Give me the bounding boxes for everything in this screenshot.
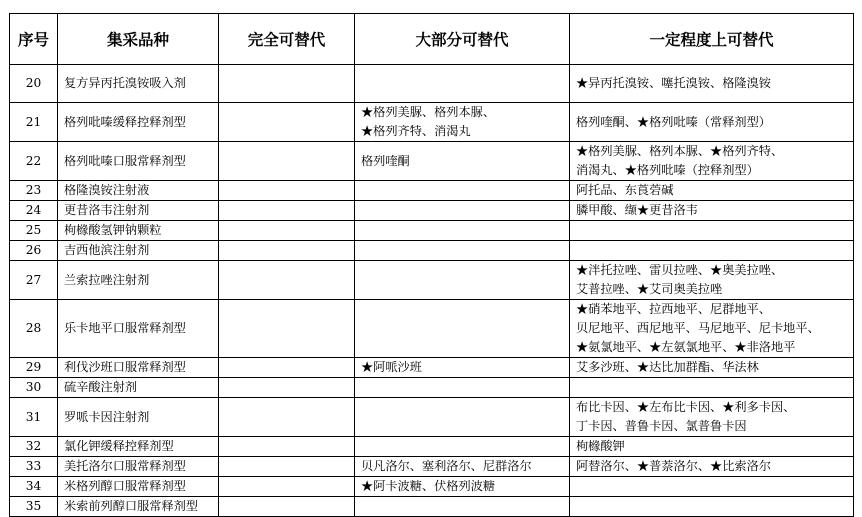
header-partial-substitute: 一定程度上可替代 <box>570 14 854 65</box>
table-row <box>10 477 854 497</box>
full-substitute-cell <box>219 378 355 398</box>
row-number: 24 <box>10 201 58 221</box>
drug-name: 美托洛尔口服常释剂型 <box>58 457 219 477</box>
cell-line: ★氨氯地平、★左氨氯地平、★非洛地平 <box>576 340 796 354</box>
table-row <box>10 103 854 142</box>
partial-substitute-cell <box>570 378 854 398</box>
drug-name: 复方异丙托溴铵吸入剂 <box>58 65 219 103</box>
most-substitute-cell <box>355 65 570 103</box>
cell-line: 格列喹酮、★格列吡嗪（常释剂型） <box>576 114 771 129</box>
most-substitute-cell <box>355 221 570 241</box>
partial-substitute-cell <box>570 65 854 103</box>
most-substitute-cell <box>355 103 570 142</box>
table-body <box>10 65 854 517</box>
cell-line: 丁卡因、普鲁卡因、氯普鲁卡因 <box>576 419 747 433</box>
table-row <box>10 358 854 378</box>
drug-name: 米格列醇口服常释剂型 <box>58 477 219 497</box>
partial-substitute-cell <box>570 300 854 358</box>
full-substitute-cell <box>219 358 355 378</box>
full-substitute-cell <box>219 261 355 300</box>
header-seq: 序号 <box>10 14 58 65</box>
drug-name: 乐卡地平口服常释剂型 <box>58 300 219 358</box>
partial-substitute-cell <box>570 201 854 221</box>
row-number: 23 <box>10 181 58 201</box>
partial-substitute-cell <box>570 437 854 457</box>
row-number: 25 <box>10 221 58 241</box>
header-drug: 集采品种 <box>58 14 219 65</box>
header-full-substitute: 完全可替代 <box>219 14 355 65</box>
row-number: 34 <box>10 477 58 497</box>
table-row <box>10 142 854 181</box>
cell-line: 格列喹酮 <box>361 153 410 168</box>
drug-name: 米索前列醇口服常释剂型 <box>58 497 219 517</box>
cell-line: 布比卡因、★左布比卡因、★利多卡因、 <box>576 400 796 414</box>
table-row <box>10 300 854 358</box>
row-number: 30 <box>10 378 58 398</box>
drug-name: 格列吡嗪口服常释剂型 <box>58 142 219 181</box>
most-substitute-cell <box>355 142 570 181</box>
most-substitute-cell <box>355 378 570 398</box>
header-row <box>10 14 854 65</box>
cell-line: ★异丙托溴铵、噻托溴铵、格隆溴铵 <box>576 76 771 90</box>
partial-substitute-cell <box>570 241 854 261</box>
partial-substitute-cell <box>570 103 854 142</box>
full-substitute-cell <box>219 221 355 241</box>
row-number: 20 <box>10 65 58 103</box>
drug-name: 硫辛酸注射剂 <box>58 378 219 398</box>
full-substitute-cell <box>219 477 355 497</box>
full-substitute-cell <box>219 181 355 201</box>
most-substitute-cell <box>355 181 570 201</box>
drug-name: 吉西他滨注射剂 <box>58 241 219 261</box>
partial-substitute-cell <box>570 181 854 201</box>
drug-name: 格隆溴铵注射液 <box>58 181 219 201</box>
partial-substitute-cell <box>570 261 854 300</box>
cell-line: 贝尼地平、西尼地平、马尼地平、尼卡地平、 <box>576 321 820 335</box>
row-number: 26 <box>10 241 58 261</box>
cell-line: ★阿哌沙班 <box>361 360 422 374</box>
drug-name: 枸橼酸氢钾钠颗粒 <box>58 221 219 241</box>
cell-line: ★格列美脲、格列本脲、★格列齐特、 <box>576 144 784 158</box>
most-substitute-cell <box>355 241 570 261</box>
table-row <box>10 457 854 477</box>
table-row <box>10 241 854 261</box>
cell-line: ★格列齐特、消渴丸 <box>361 124 471 138</box>
row-number: 21 <box>10 103 58 142</box>
cell-line: 艾多沙班、★达比加群酯、华法林 <box>576 360 759 374</box>
drug-name: 氯化钾缓释控释剂型 <box>58 437 219 457</box>
drug-name: 兰索拉唑注射剂 <box>58 261 219 300</box>
full-substitute-cell <box>219 398 355 437</box>
most-substitute-cell <box>355 201 570 221</box>
table-row <box>10 181 854 201</box>
table-row <box>10 261 854 300</box>
row-number: 22 <box>10 142 58 181</box>
row-number: 33 <box>10 457 58 477</box>
full-substitute-cell <box>219 103 355 142</box>
partial-substitute-cell <box>570 477 854 497</box>
full-substitute-cell <box>219 201 355 221</box>
row-number: 29 <box>10 358 58 378</box>
cell-line: ★硝苯地平、拉西地平、尼群地平、 <box>576 302 771 316</box>
full-substitute-cell <box>219 241 355 261</box>
most-substitute-cell <box>355 477 570 497</box>
partial-substitute-cell <box>570 398 854 437</box>
table-row <box>10 201 854 221</box>
cell-line: ★格列美脲、格列本脲、 <box>361 105 496 119</box>
most-substitute-cell <box>355 261 570 300</box>
row-number: 31 <box>10 398 58 437</box>
cell-line: 阿托品、东莨菪碱 <box>576 183 674 197</box>
cell-line: 艾普拉唑、★艾司奥美拉唑 <box>576 282 723 296</box>
table-row <box>10 221 854 241</box>
cell-line: ★泮托拉唑、雷贝拉唑、★奥美拉唑、 <box>576 263 784 277</box>
cell-line: 贝凡洛尔、塞利洛尔、尼群洛尔 <box>361 459 532 473</box>
table-row <box>10 398 854 437</box>
most-substitute-cell <box>355 457 570 477</box>
most-substitute-cell <box>355 437 570 457</box>
full-substitute-cell <box>219 457 355 477</box>
most-substitute-cell <box>355 358 570 378</box>
row-number: 35 <box>10 497 58 517</box>
substitution-table <box>9 13 854 517</box>
cell-line: 阿替洛尔、★普萘洛尔、★比索洛尔 <box>576 459 771 473</box>
partial-substitute-cell <box>570 142 854 181</box>
drug-name: 更昔洛韦注射剂 <box>58 201 219 221</box>
full-substitute-cell <box>219 65 355 103</box>
cell-line: 膦甲酸、缬★更昔洛韦 <box>576 203 698 217</box>
partial-substitute-cell <box>570 358 854 378</box>
header-most-substitute: 大部分可替代 <box>355 14 570 65</box>
drug-name: 格列吡嗪缓释控释剂型 <box>58 103 219 142</box>
table-row <box>10 378 854 398</box>
full-substitute-cell <box>219 142 355 181</box>
cell-line: ★阿卡波糖、伏格列波糖 <box>361 479 496 493</box>
full-substitute-cell <box>219 300 355 358</box>
row-number: 28 <box>10 300 58 358</box>
drug-name: 利伐沙班口服常释剂型 <box>58 358 219 378</box>
most-substitute-cell <box>355 300 570 358</box>
cell-line: 枸橼酸钾 <box>576 439 625 453</box>
table-row <box>10 437 854 457</box>
partial-substitute-cell <box>570 221 854 241</box>
table-row <box>10 65 854 103</box>
drug-name: 罗哌卡因注射剂 <box>58 398 219 437</box>
row-number: 27 <box>10 261 58 300</box>
row-number: 32 <box>10 437 58 457</box>
partial-substitute-cell <box>570 457 854 477</box>
full-substitute-cell <box>219 437 355 457</box>
most-substitute-cell <box>355 398 570 437</box>
cell-line: 消渴丸、★格列吡嗪（控释剂型） <box>576 163 759 177</box>
